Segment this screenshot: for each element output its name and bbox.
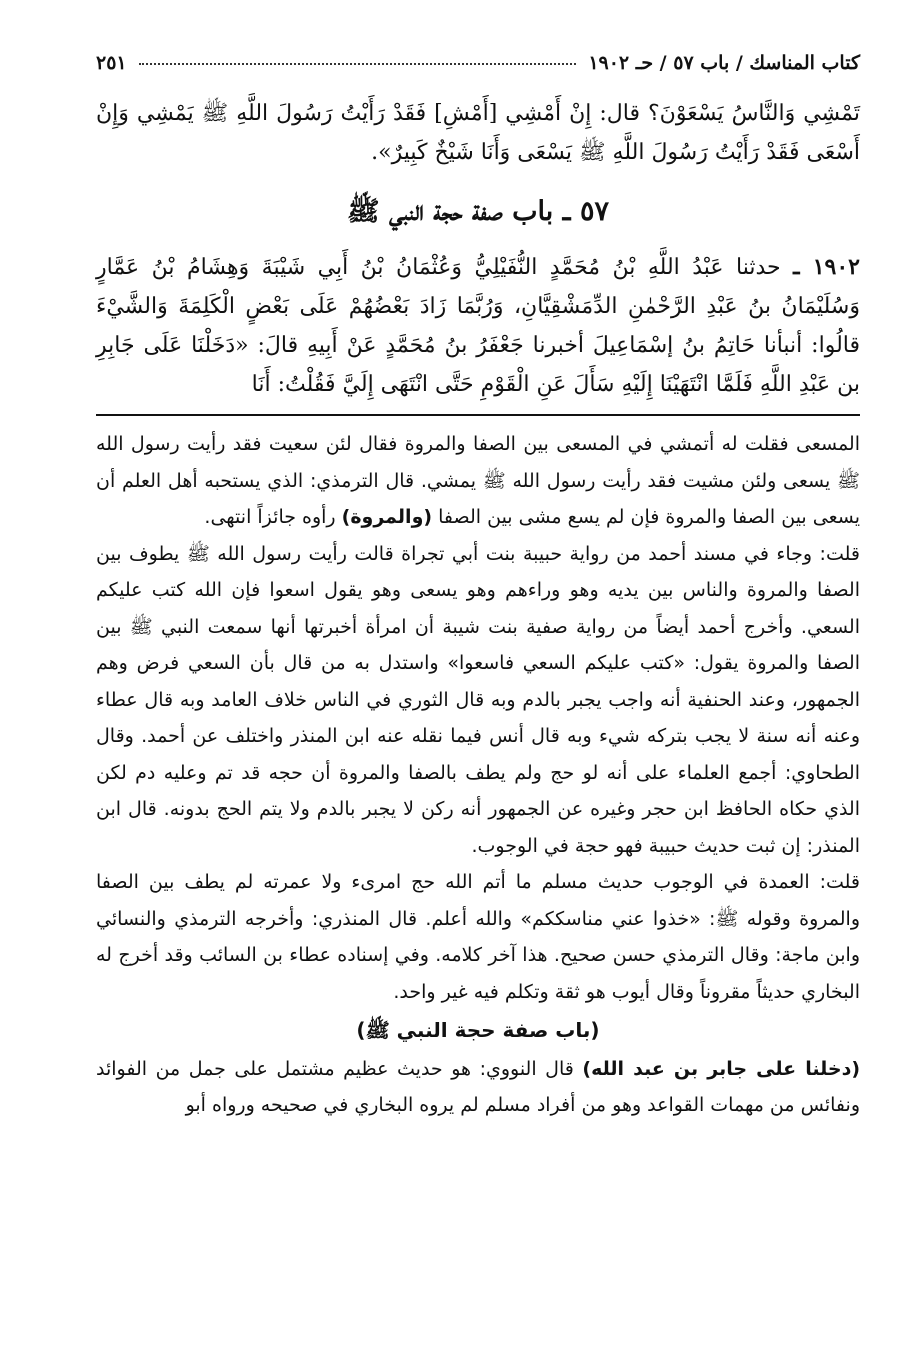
main-paragraph: تَمْشِي وَالنَّاسُ يَسْعَوْنَ؟ قال: إِنْ أَمْشِي [أَمْشِ] فَقَدْ رَأَيْتُ رَسُولَ اللَّهِ ﷺ يَمْشِي وَإِنْ أَسْعَى فَقَدْ رَأَيْتُ رَسُولَ اللَّهِ ﷺ يَسْعَى وَأَنَا شَيْخٌ كَبِيرٌ». [96, 101, 860, 165]
page-number: ٢٥١ [96, 52, 127, 74]
commentary-text: المسعى فقلت له أتمشي في المسعى بين الصفا والمروة فقال لئن سعيت فقد رأيت رسول الله ﷺ يسعى ولئن مشيت فقد رأيت رسول الله ﷺ يمشي. قال الترمذي: الذي يستحبه أهل العلم أن يسعى بين الصفا والمروة فإن لم يسع مشى بين الصفا [96, 433, 860, 528]
hadith-text: حدثنا عَبْدُ اللَّهِ بْنُ مُحَمَّدٍ النُّفَيْلِيُّ وَعُثْمَانُ بْنُ أَبِي شَيْبَةَ وَهِشَامُ بْنُ عَمَّارٍ وَسُلَيْمَانُ بنُ عَبْدِ الرَّحْمٰنِ الدِّمَشْقِيَّانِ، وَرُبَّمَا زَادَ بَعْضُهُمْ عَلَى بَعْضٍ الْكَلِمَةَ وَالشَّيْءَ قالُوا: أنبأنا حَاتِمُ بنُ إسْمَاعِيلَ أخبرنا جَعْفَرُ بنُ مُحَمَّدٍ عَنْ أَبِيهِ قالَ: «دَخَلْنَا عَلَى جَابِرِ بن عَبْدِ اللَّهِ فَلَمَّا انْتَهَيْنَا إِلَيْهِ سَأَلَ عَنِ الْقَوْمِ حَتَّى انْتَهَى إِلَيَّ فَقُلْتُ: أَنَا [96, 255, 860, 397]
running-header [96, 52, 860, 88]
chapter-title: صفة حجة النبي ﷺ [347, 196, 503, 227]
chapter-number: ٥٧ ـ [562, 196, 609, 227]
commentary-bold-text: (دخلنا على جابر بن عبد الله) [582, 1057, 861, 1080]
header-title: كتاب المناسك / باب ٥٧ / حـ ١٩٠٢ [588, 52, 860, 74]
commentary-paragraph: قلت: العمدة في الوجوب حديث مسلم ما أتم الله حج امرىء ولا عمرته لم يطف بين الصفا والمروة وقوله ﷺ: «خذوا عني مناسككم» والله أعلم. قال المنذري: وأخرجه الترمذي والنسائي وابن ماجة: وقال الترمذي حسن صحيح. هذا آخر كلامه. وفي إسناده عطاء بن السائب وقد أخرج له البخاري حديثاً مقروناً وقال أيوب هو ثقة وتكلم فيه غير واحد. [96, 871, 860, 1003]
commentary [96, 426, 860, 1124]
hadith-paragraph [96, 248, 860, 404]
hadith-number: ١٩٠٢ ـ [793, 254, 860, 280]
footnote-separator [96, 414, 860, 416]
chapter-heading [96, 192, 860, 232]
commentary-paragraph [96, 1051, 860, 1124]
commentary-text: قال النووي: هو حديث عظيم مشتمل على جمل من الفوائد ونفائس من مهمات القواعد وهو من أفراد مسلم لم يروه البخاري في صحيحه ورواه أبو [96, 1057, 860, 1116]
chapter-word: باب [512, 196, 554, 227]
commentary-bold-text: (والمروة) [341, 506, 433, 528]
commentary-text: رأوه جائزاً انتهى. [204, 506, 336, 528]
commentary-subheading: (باب صفة حجة النبي ﷺ) [356, 1018, 600, 1042]
commentary-paragraph [96, 426, 860, 536]
main-text [96, 94, 860, 404]
document-page [96, 52, 860, 1317]
header-dotted-leader [139, 63, 577, 65]
commentary-paragraph: قلت: وجاء في مسند أحمد من رواية حبيبة بنت أبي تجراة قالت رأيت رسول الله ﷺ يطوف بين الصفا والمروة والناس بين يديه وهو وراءهم وهو يسعى وهو يقول اسعوا فإن الله كتب عليكم السعي. وأخرج أحمد أيضاً من رواية صفية بنت شيبة أن امرأة أخبرتها أنها سمعت النبي ﷺ بين الصفا والمروة يقول: «كتب عليكم السعي فاسعوا» واستدل به من قال بأن السعي فرض وهم الجمهور، وعند الحنفية أنه واجب يجبر بالدم وبه قال الثوري في الناس خلاف العامد وبه قال عطاء وعنه أنه سنة لا يجب بتركه شيء وبه قال أنس فيما نقله عنه ابن المنذر واختلف عن أحمد. وقال الطحاوي: أجمع العلماء على أنه لو حج ولم يطف بالصفا والمروة أن حجه قد تم وعليه دم لكن الذي حكاه الحافظ ابن حجر وغيره عن الجمهور أنه ركن لا يجبر بالدم ولا يتم الحج بدونه. قال ابن المنذر: إن ثبت حديث حبيبة فهو حجة في الوجوب. [96, 542, 860, 857]
